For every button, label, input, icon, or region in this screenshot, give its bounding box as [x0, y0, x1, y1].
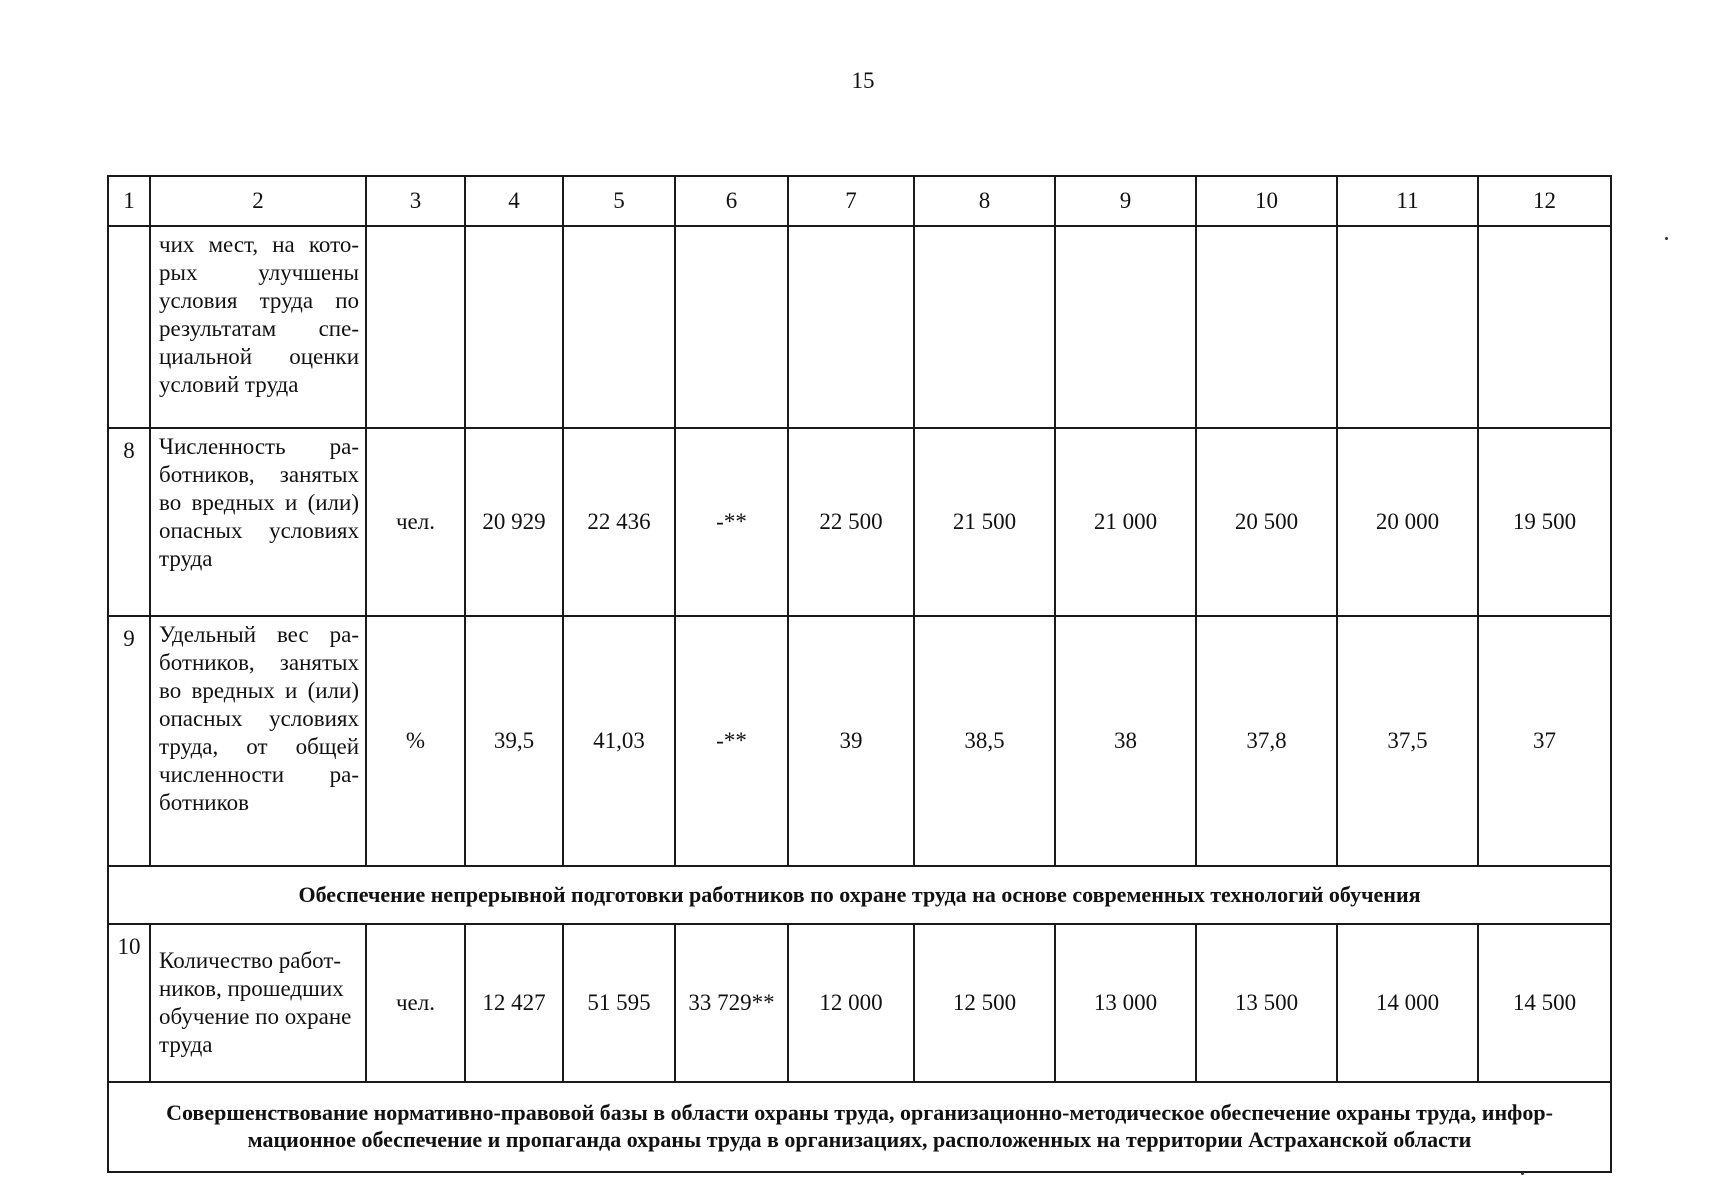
row-number: 10: [108, 924, 150, 1082]
table-cell: 22 500: [788, 428, 914, 616]
header-cell: 2: [150, 176, 366, 226]
header-cell: 7: [788, 176, 914, 226]
table-cell: [1478, 226, 1611, 428]
table-cell: [675, 226, 788, 428]
header-cell: 4: [465, 176, 563, 226]
row-unit: %: [366, 616, 465, 866]
table-cell: 14 000: [1337, 924, 1478, 1082]
row-number: 9: [108, 616, 150, 866]
table-cell: 19 500: [1478, 428, 1611, 616]
table-cell: 39: [788, 616, 914, 866]
table-cell: 13 500: [1196, 924, 1337, 1082]
indicators-table: [107, 175, 1612, 1173]
section-heading-row: [108, 866, 1611, 924]
header-cell: 6: [675, 176, 788, 226]
table-cell: 37,5: [1337, 616, 1478, 866]
header-cell: 5: [563, 176, 675, 226]
table-cell: 38: [1055, 616, 1196, 866]
table-cell: 41,03: [563, 616, 675, 866]
table-header-row: [108, 176, 1611, 226]
table-cell: 12 000: [788, 924, 914, 1082]
header-cell: 1: [108, 176, 150, 226]
table-cell: 37,8: [1196, 616, 1337, 866]
section-heading: Совершенствование нормативно-правовой базы в области охраны труда, организационно-методическое обеспечение охраны труда, инфор-мационное обеспечение и пропаганда охраны труда в организациях, расположенных на территории Астраханской области: [108, 1082, 1611, 1172]
table-cell: [1337, 226, 1478, 428]
header-cell: 10: [1196, 176, 1337, 226]
page-number: 15: [851, 68, 875, 93]
table-cell: 20 500: [1196, 428, 1337, 616]
table-cell: 20 000: [1337, 428, 1478, 616]
table-cell: [1196, 226, 1337, 428]
table-cell: 39,5: [465, 616, 563, 866]
table-cell: 12 500: [914, 924, 1055, 1082]
row-description: Удельный вес ра-ботников, занятых во вредных и (или) опасных условиях труда, от общей численности ра-ботников: [150, 616, 366, 866]
table-cell: -**: [675, 428, 788, 616]
header-cell: 12: [1478, 176, 1611, 226]
table-cell: -**: [675, 616, 788, 866]
section-heading-row: [108, 1082, 1611, 1172]
table-cell: [1055, 226, 1196, 428]
table-cell: 12 427: [465, 924, 563, 1082]
scan-speck: [1665, 237, 1668, 240]
table-cell: [788, 226, 914, 428]
header-cell: 9: [1055, 176, 1196, 226]
table-cell: 51 595: [563, 924, 675, 1082]
row-description: чих мест, на кото-рых улучшены условия труда по результатам спе-циальной оценки условий труда: [150, 226, 366, 428]
table-cell: 21 500: [914, 428, 1055, 616]
row-number: [108, 226, 150, 428]
table-cell: 21 000: [1055, 428, 1196, 616]
section-heading: Обеспечение непрерывной подготовки работников по охране труда на основе современных технологий обучения: [108, 866, 1611, 924]
row-unit: [366, 226, 465, 428]
scan-speck: [1521, 1172, 1524, 1175]
header-cell: 11: [1337, 176, 1478, 226]
table-cell: 37: [1478, 616, 1611, 866]
row-number: 8: [108, 428, 150, 616]
header-cell: 8: [914, 176, 1055, 226]
table-cell: 22 436: [563, 428, 675, 616]
table-cell: [914, 226, 1055, 428]
table-cell: 20 929: [465, 428, 563, 616]
row-description: Численность ра-ботников, занятых во вредных и (или) опасных условиях труда: [150, 428, 366, 616]
table-cell: 38,5: [914, 616, 1055, 866]
header-cell: 3: [366, 176, 465, 226]
table-cell: [465, 226, 563, 428]
table-row: [108, 226, 1611, 428]
table-cell: 13 000: [1055, 924, 1196, 1082]
table-row: [108, 924, 1611, 1082]
row-description: Количество работ-ников, прошедших обучение по охране труда: [150, 924, 366, 1082]
table-cell: 14 500: [1478, 924, 1611, 1082]
table-cell: 33 729**: [675, 924, 788, 1082]
table-row: [108, 428, 1611, 616]
row-unit: чел.: [366, 924, 465, 1082]
row-unit: чел.: [366, 428, 465, 616]
table-cell: [563, 226, 675, 428]
table-row: [108, 616, 1611, 866]
